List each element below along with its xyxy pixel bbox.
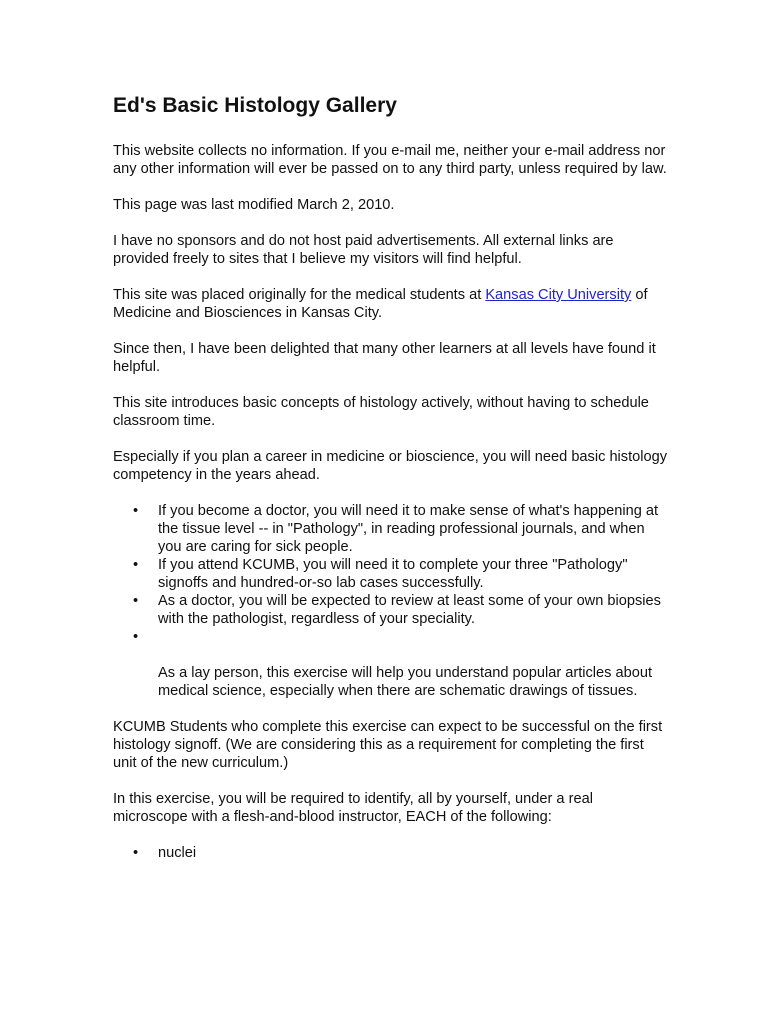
list-item: [113, 556, 668, 592]
list-item: [113, 592, 668, 628]
bullet-icon: •: [133, 593, 139, 609]
list-item-text: nuclei: [158, 845, 197, 861]
list-item-text: As a doctor, you will be expected to review at least some of your own biopsies with the pathologist, regardless of your speciality.: [158, 593, 661, 627]
bullet-icon: •: [133, 557, 139, 573]
list-item: [113, 844, 668, 862]
origin-text-before: This site was placed originally for the medical students at: [113, 287, 486, 303]
list-item: [113, 502, 668, 556]
career-paragraph: Especially if you plan a career in medicine or bioscience, you will need basic histology competency in the years ahead.: [113, 449, 668, 483]
lay-person-paragraph: As a lay person, this exercise will help you understand popular articles about medical science, especially when there are schematic drawings of tissues.: [158, 665, 653, 699]
privacy-paragraph: This website collects no information. If you e-mail me, neither your e-mail address nor any other information will ever be passed on to any third party, unless required by law.: [113, 143, 667, 177]
intro-paragraph: This site introduces basic concepts of histology actively, without having to schedule classroom time.: [113, 395, 649, 429]
bullet-icon: •: [133, 503, 139, 519]
reasons-list: [113, 502, 668, 646]
sponsors-paragraph: I have no sponsors and do not host paid advertisements. All external links are provided freely to sites that I believe my visitors will find helpful.: [113, 233, 614, 267]
bullet-icon: •: [133, 845, 139, 861]
kansas-city-university-link[interactable]: Kansas City University: [485, 287, 632, 303]
bullet-icon: •: [133, 629, 139, 645]
last-modified-paragraph: This page was last modified March 2, 2010.: [113, 197, 395, 213]
origin-paragraph: [113, 286, 668, 322]
list-item-text: If you become a doctor, you will need it to make sense of what's happening at the tissue level -- in "Pathology", in reading professional journals, and when you are caring for sick people.: [158, 503, 659, 555]
exercise-paragraph: In this exercise, you will be required to identify, all by yourself, under a real microscope with a flesh-and-blood instructor, EACH of the following:: [113, 791, 593, 825]
learners-paragraph: Since then, I have been delighted that many other learners at all levels have found it helpful.: [113, 341, 656, 375]
list-item-text: If you attend KCUMB, you will need it to complete your three "Pathology" signoffs and hundred-or-so lab cases successfully.: [158, 557, 628, 591]
structures-list: [113, 844, 668, 862]
origin-text-after: of Medicine and Biosciences in Kansas City.: [113, 287, 648, 321]
signoff-paragraph: KCUMB Students who complete this exercise can expect to be successful on the first histology signoff. (We are considering this as a requirement for completing the first unit of the new curriculum.): [113, 719, 663, 771]
list-item: [113, 628, 668, 646]
page-title: Ed's Basic Histology Gallery: [113, 94, 397, 117]
